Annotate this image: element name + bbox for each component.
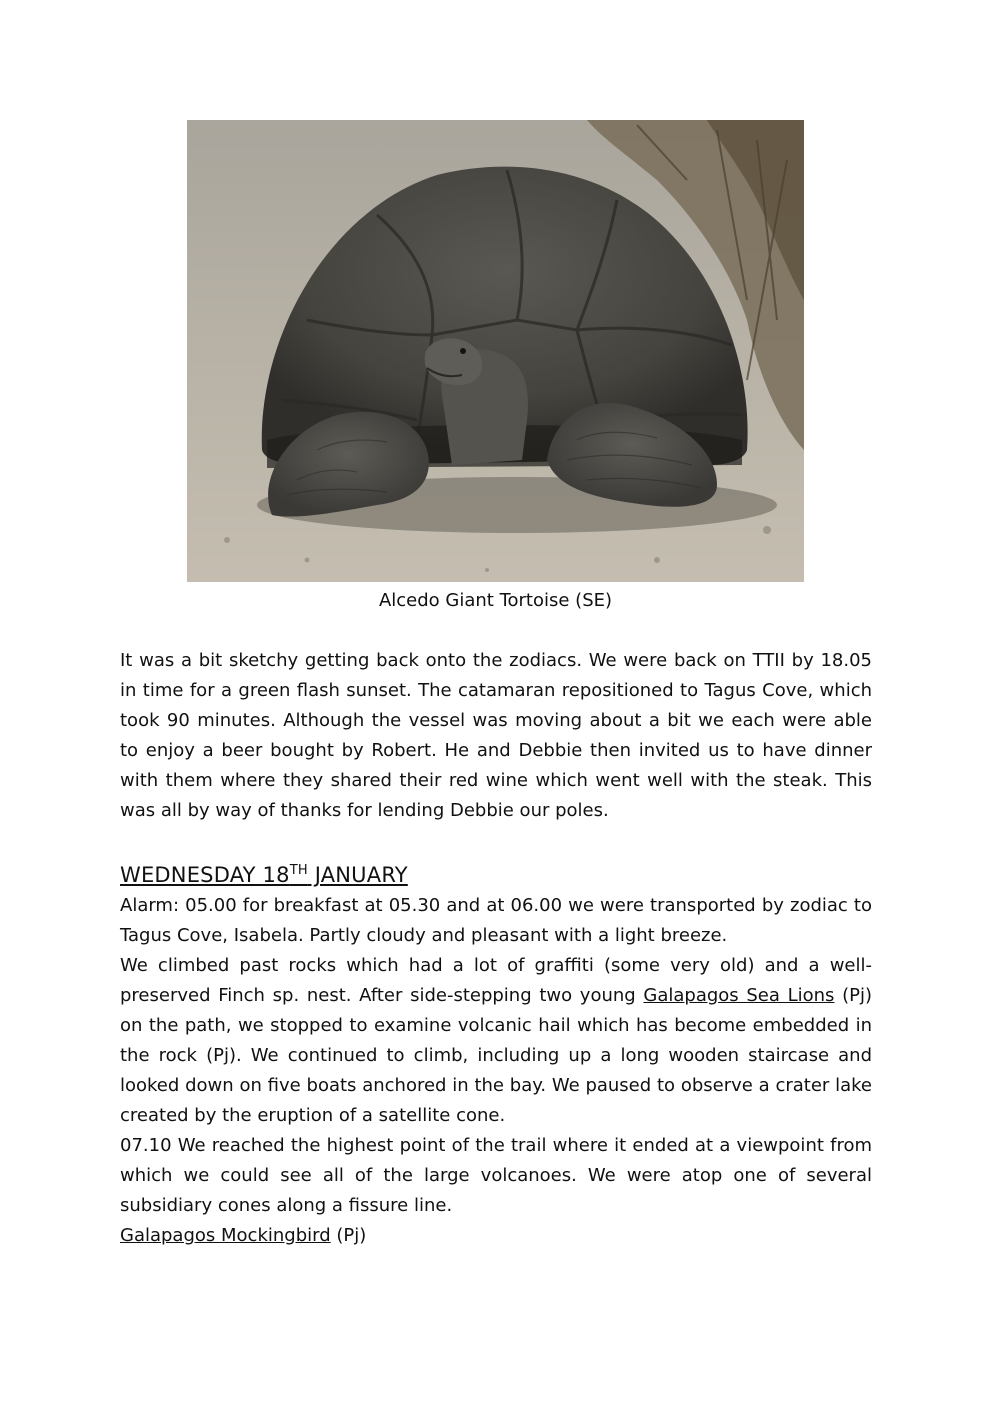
paragraph-evening: It was a bit sketchy getting back onto the zodiacs. We were back on TTII by 18.05 in time for a green flash sunset. The catamaran repositioned to Tagus Cove, which took 90 minutes. Although the vessel was moving about a bit we each were able to enjoy a beer bought by Robert. He and Debbie then invited us to have dinner with them where they shared their red wine which went well with the steak. This was all by way of thanks for lending Debbie our poles. xyxy=(120,650,872,821)
day-heading xyxy=(120,856,408,890)
species-sea-lions: Galapagos Sea Lions xyxy=(643,985,835,1006)
climb-text-after: (Pj) on the path, we stopped to examine volcanic hail which has become embedded in the rock (Pj). We continued to climb, including up a long wooden staircase and looked down on five boats anchored in the bay. We paused to observe a crater lake created by the eruption of a satellite cone. xyxy=(120,985,873,1126)
mockingbird-note: (Pj) xyxy=(330,1225,367,1246)
eye xyxy=(460,348,466,354)
photo-caption: Alcedo Giant Tortoise (SE) xyxy=(378,590,613,611)
paragraph-viewpoint: 07.10 We reached the highest point of the trail where it ended at a viewpoint from which we could see all of the large volcanoes. We were atop one of several subsidiary cones along a fissure line. xyxy=(120,1135,872,1216)
paragraph-climb xyxy=(120,951,872,1131)
heading-month: JANUARY xyxy=(307,863,408,887)
climb-text-before: We climbed past rocks which had a lot of graffiti (some very old) and a well-preserved Finch sp. nest. After side-stepping two young xyxy=(120,955,872,1006)
paragraph-mockingbird xyxy=(120,1221,872,1251)
paragraph-alarm: Alarm: 05.00 for breakfast at 05.30 and at 06.00 we were transported by zodiac to Tagus Cove, Isabela. Partly cloudy and pleasant with a light breeze. xyxy=(120,895,872,946)
heading-ordinal: TH xyxy=(289,863,308,878)
heading-date: WEDNESDAY 18 xyxy=(120,863,290,887)
tortoise-photo xyxy=(187,120,804,582)
species-mockingbird: Galapagos Mockingbird xyxy=(120,1225,331,1246)
